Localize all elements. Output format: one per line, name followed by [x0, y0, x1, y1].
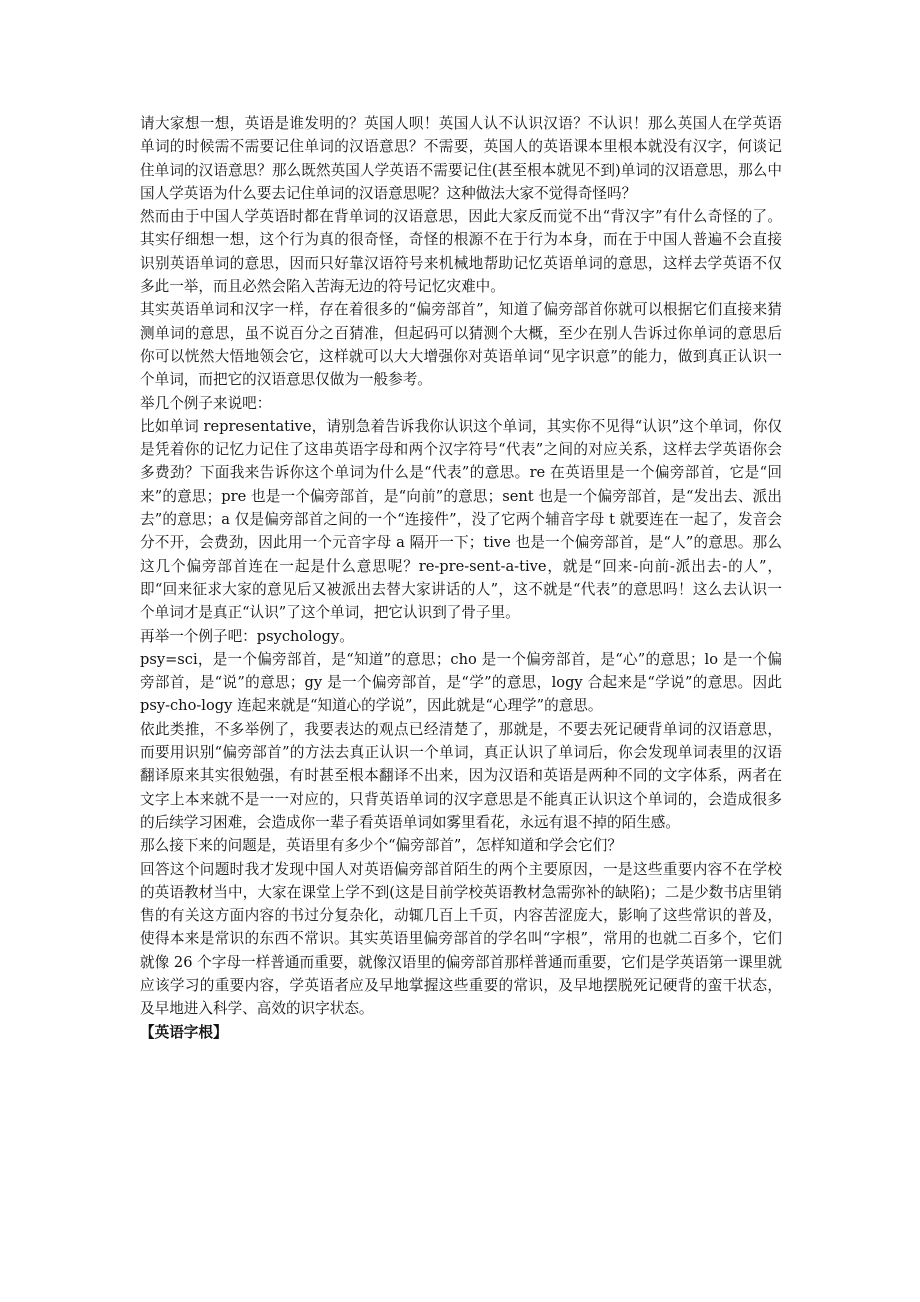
paragraph: 举几个例子来说吧：: [140, 394, 272, 412]
paragraph: 依此类推，不多举例了，我要表达的观点已经清楚了，那就是，不要去死记硬背单词的汉语意思，而要用识别“偏旁部首”的方法去真正认识一个单词，真正认识了单词后，你会发现单词表里的汉语翻译原来其实很勉强，有时甚至根本翻译不出来，因为汉语和英语是两种不同的文字体系，两者在文字上本来就不是一一对应的，只背英语单词的汉字意思是不能真正认识这个单词的，会造成很多的后续学习困难，会造成你一辈子看英语单词如雾里看花，永远有退不掉的陌生感。: [140, 720, 782, 831]
paragraph: psy=sci，是一个偏旁部首，是“知道”的意思；cho 是一个偏旁部首，是“心”的意思；lo 是一个偏旁部首，是“说”的意思；gy 是一个偏旁部首，是“学”的意思，logy 合起来是“学说”的意思。因此 psy-cho-logy 连起来就是“知道心的学说”，因此就是“心理学”的意思。: [140, 650, 782, 715]
document-body: [140, 112, 782, 1044]
section-heading: 【英语字根】: [140, 1023, 228, 1041]
paragraph: 那么接下来的问题是，英语里有多少个“偏旁部首”，怎样知道和学会它们？: [140, 837, 622, 855]
paragraph: 然而由于中国人学英语时都在背单词的汉语意思，因此大家反而觉不出“背汉字”有什么奇怪的了。其实仔细想一想，这个行为真的很奇怪，奇怪的根源不在于行为本身，而在于中国人普遍不会直接识别英语单词的意思，因而只好靠汉语符号来机械地帮助记忆英语单词的意思，这样去学英语不仅多此一举，而且必然会陷入苦海无边的符号记忆灾难中。: [140, 208, 782, 296]
paragraph: 请大家想一想，英语是谁发明的？英国人呗！英国人认不认识汉语？不认识！那么英国人在学英语单词的时候需不需要记住单词的汉语意思？不需要，英国人的英语课本里根本就没有汉字，何谈记住单词的汉语意思？那么既然英国人学英语不需要记住(甚至根本就见不到)单词的汉语意思，那么中国人学英语为什么要去记住单词的汉语意思呢？这种做法大家不觉得奇怪吗？: [140, 115, 782, 202]
paragraph: 回答这个问题时我才发现中国人对英语偏旁部首陌生的两个主要原因，一是这些重要内容不在学校的英语教材当中，大家在课堂上学不到(这是目前学校英语教材急需弥补的缺陷)；二是少数书店里销售的有关这方面内容的书过分复杂化，动辄几百上千页，内容苦涩庞大，影响了这些常识的普及，使得本来是常识的东西不常识。其实英语里偏旁部首的学名叫“字根”，常用的也就二百多个，它们就像 26 个字母一样普通而重要，就像汉语里的偏旁部首那样普通而重要，它们是学英语第一课里就应该学习的重要内容，学英语者应及早地掌握这些重要的常识，及早地摆脱死记硬背的蛮干状态，及早地进入科学、高效的识字状态。: [140, 860, 782, 1018]
paragraph: 比如单词 representative，请别急着告诉我你认识这个单词，其实你不见得“认识”这个单词，你仅是凭着你的记忆力记住了这串英语字母和两个汉字符号“代表”之间的对应关系，这样去学英语你会多费劲？下面我来告诉你这个单词为什么是“代表”的意思。re 在英语里是一个偏旁部首，它是“回来”的意思；pre 也是一个偏旁部首，是“向前”的意思；sent 也是一个偏旁部首，是“发出去、派出去”的意思；a 仅是偏旁部首之间的一个“连接件”，没了它两个辅音字母 t 就要连在一起了，发音会分不开，会费劲，因此用一个元音字母 a 隔开一下；tive 也是一个偏旁部首，是“人”的意思。那么这几个偏旁部首连在一起是什么意思呢？re-pre-sent-a-tive，就是“回来-向前-派出去-的人”，即“回来征求大家的意见后又被派出去替大家讲话的人”，这不就是“代表”的意思吗！这么去认识一个单词才是真正“认识”了这个单词，把它认识到了骨子里。: [140, 417, 782, 622]
paragraph: 其实英语单词和汉字一样，存在着很多的“偏旁部首”，知道了偏旁部首你就可以根据它们直接来猜测单词的意思，虽不说百分之百猜准，但起码可以猜测个大概，至少在别人告诉过你单词的意思后你可以恍然大悟地领会它，这样就可以大大增强你对英语单词“见字识意”的能力，做到真正认识一个单词，而把它的汉语意思仅做为一般参考。: [140, 301, 782, 389]
paragraph: 再举一个例子吧：psychology。: [140, 627, 354, 645]
